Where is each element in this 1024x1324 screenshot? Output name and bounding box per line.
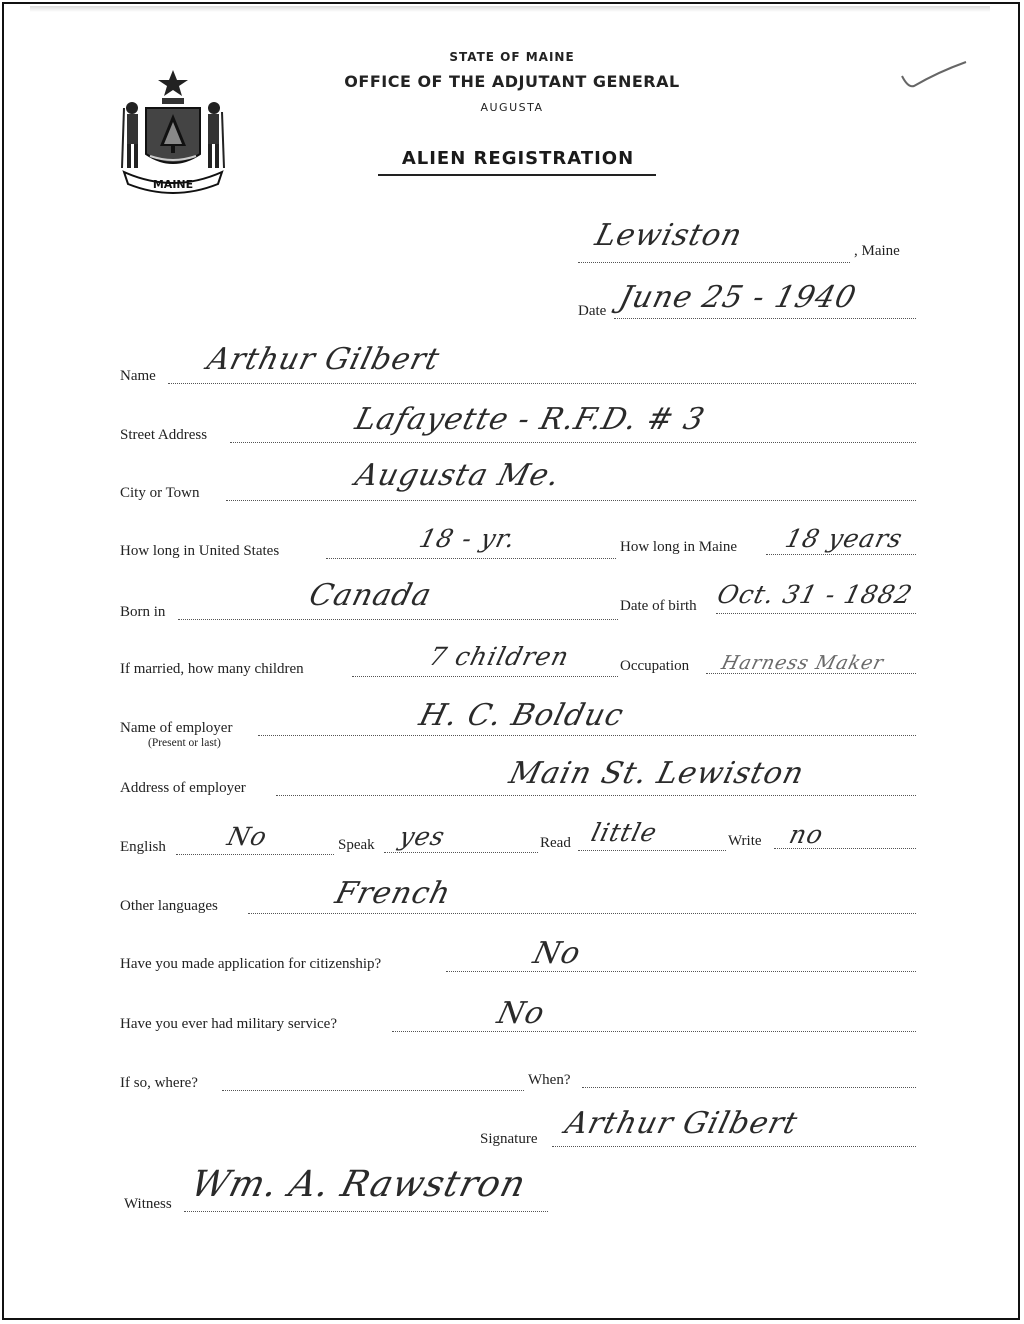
place-line	[578, 262, 850, 263]
occupation-label: Occupation	[620, 658, 690, 674]
date-of-birth-value: Oct. 31 - 1882	[714, 580, 916, 609]
date-value: June 25 - 1940	[615, 280, 861, 315]
when-line	[582, 1087, 916, 1088]
street-value: Lafayette - R.F.D. # 3	[351, 402, 709, 437]
speak-line	[384, 852, 538, 853]
children-label: If married, how many children	[120, 661, 304, 677]
witness-label: Witness	[124, 1196, 172, 1212]
read-line	[578, 850, 726, 851]
born-in-label: Born in	[120, 604, 166, 620]
name-line	[168, 383, 916, 384]
write-value: no	[786, 820, 827, 849]
how-long-maine-line	[766, 554, 916, 555]
employer-address-label: Address of employer	[120, 780, 246, 796]
signature-value: Arthur Gilbert	[561, 1106, 802, 1141]
employer-address-line	[276, 795, 916, 796]
state-heading: STATE OF MAINE	[449, 50, 575, 64]
date-line	[614, 318, 916, 319]
employer-line	[258, 735, 916, 736]
employer-sublabel: (Present or last)	[148, 737, 221, 749]
scan-edge	[30, 6, 990, 12]
read-label: Read	[540, 835, 571, 851]
name-value: Arthur Gilbert	[203, 342, 444, 377]
employer-label: Name of employer	[120, 720, 233, 736]
children-value: 7 children	[426, 642, 573, 671]
street-line	[230, 442, 916, 443]
when-label: When?	[528, 1072, 571, 1088]
other-languages-line	[248, 913, 916, 914]
signature-label: Signature	[480, 1131, 538, 1147]
how-long-maine-label: How long in Maine	[620, 539, 738, 555]
date-label: Date	[578, 303, 607, 319]
office-heading: OFFICE OF THE ADJUTANT GENERAL	[344, 72, 680, 91]
city-line	[226, 500, 916, 501]
date-of-birth-label: Date of birth	[620, 598, 697, 614]
military-label: Have you ever had military service?	[120, 1016, 337, 1032]
speak-value: yes	[396, 822, 449, 851]
how-long-maine-value: 18 years	[782, 524, 906, 553]
employer-value: H. C. Bolduc	[415, 698, 628, 733]
how-long-us-line	[326, 558, 616, 559]
citizenship-line	[446, 971, 916, 972]
other-languages-label: Other languages	[120, 898, 218, 914]
citizenship-value: No	[529, 936, 585, 971]
place-suffix: , Maine	[854, 243, 900, 259]
military-value: No	[493, 996, 549, 1031]
seal-motto: MAINE	[152, 178, 194, 191]
how-long-us-label: How long in United States	[120, 543, 280, 559]
title-underline	[378, 174, 656, 176]
name-label: Name	[120, 368, 156, 384]
form-title: ALIEN REGISTRATION	[401, 148, 635, 169]
where-label: If so, where?	[120, 1075, 198, 1091]
born-in-line	[178, 619, 618, 620]
employer-address-value: Main St. Lewiston	[505, 756, 808, 791]
witness-line	[184, 1211, 548, 1212]
military-line	[392, 1031, 916, 1032]
english-line	[176, 854, 334, 855]
where-line	[222, 1090, 524, 1091]
place-value: Lewiston	[591, 218, 747, 253]
citizenship-label: Have you made application for citizenship?	[120, 956, 382, 972]
city-value: Augusta Me.	[351, 458, 564, 493]
write-label: Write	[728, 833, 762, 849]
born-in-value: Canada	[305, 578, 436, 613]
city-label: City or Town	[120, 485, 200, 501]
children-line	[352, 676, 618, 677]
other-languages-value: French	[331, 876, 455, 911]
witness-value: Wm. A. Rawstron	[186, 1164, 531, 1205]
city-heading: AUGUSTA	[480, 101, 544, 114]
read-value: little	[588, 818, 661, 847]
checkmark-icon	[898, 58, 970, 92]
street-label: Street Address	[120, 427, 208, 443]
speak-label: Speak	[338, 837, 375, 853]
date-of-birth-line	[716, 613, 916, 614]
occupation-value: Harness Maker	[719, 652, 887, 674]
how-long-us-value: 18 - yr.	[416, 524, 520, 553]
english-value: No	[224, 822, 271, 851]
english-label: English	[120, 839, 166, 855]
signature-line	[552, 1146, 916, 1147]
